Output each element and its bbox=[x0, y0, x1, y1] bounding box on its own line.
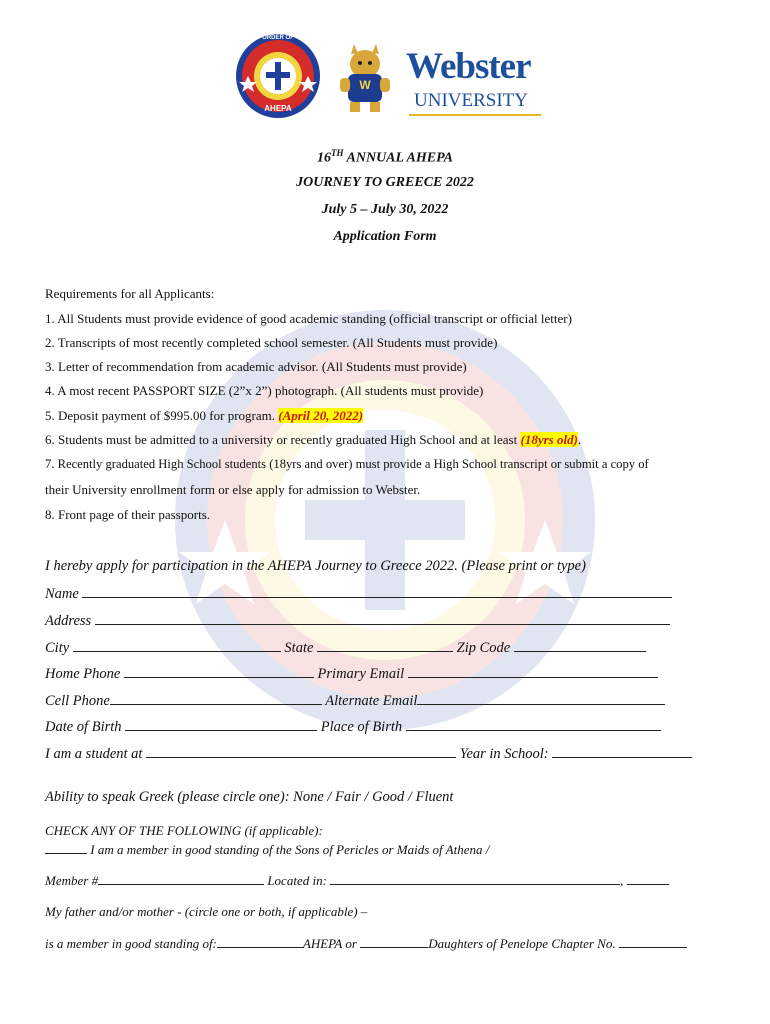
zip-label: Zip Code bbox=[456, 640, 511, 656]
webster-university-text: UNIVERSITY bbox=[414, 90, 528, 111]
chapter-number-field[interactable] bbox=[619, 935, 687, 948]
city-field[interactable] bbox=[73, 639, 281, 652]
requirement-6: 6. Students must be admitted to a university or recently graduated High School and at least (18yrs old). bbox=[45, 432, 582, 447]
name-row bbox=[45, 585, 672, 603]
year-field[interactable] bbox=[552, 745, 692, 758]
ahepa-or-label: AHEPA or bbox=[302, 936, 357, 951]
dob-label: Date of Birth bbox=[45, 719, 122, 735]
requirements-heading: Requirements for all Applicants: bbox=[45, 286, 215, 301]
cell-email-row bbox=[45, 692, 665, 710]
good-standing-row bbox=[45, 935, 687, 952]
requirement-3: 3. Letter of recommendation from academic advisor. (All Students must provide) bbox=[45, 359, 467, 374]
state-field[interactable] bbox=[317, 639, 453, 652]
alternate-email-label: Alternate Email bbox=[325, 693, 418, 709]
parent-line: My father and/or mother - (circle one or both, if applicable) – bbox=[45, 904, 368, 919]
birth-row bbox=[45, 718, 661, 736]
member-label: Member # bbox=[45, 873, 99, 888]
pob-field[interactable] bbox=[406, 718, 661, 731]
deposit-deadline-highlight: (April 20, 2022) bbox=[278, 408, 364, 423]
name-field[interactable] bbox=[82, 585, 672, 598]
name-label: Name bbox=[45, 586, 79, 602]
school-row bbox=[45, 745, 692, 763]
age-highlight: (18yrs old) bbox=[520, 432, 578, 447]
address-label: Address bbox=[45, 613, 92, 629]
cell-phone-field[interactable] bbox=[110, 692, 322, 705]
mascot-letter: W bbox=[359, 78, 371, 92]
title-line-2: JOURNEY TO GREECE 2022 bbox=[296, 175, 474, 190]
alternate-email-field[interactable] bbox=[417, 692, 665, 705]
ahepa-seal-bottom-text: AHEPA bbox=[264, 104, 292, 113]
dob-field[interactable] bbox=[125, 718, 317, 731]
application-intro: I hereby apply for participation in the AHEPA Journey to Greece 2022. (Please print or type) bbox=[45, 558, 586, 574]
requirement-7b: their University enrollment form or else apply for admission to Webster. bbox=[45, 482, 421, 497]
sons-checkbox-line[interactable] bbox=[45, 841, 87, 854]
located-extra-field[interactable] bbox=[627, 872, 669, 885]
home-phone-field[interactable] bbox=[124, 665, 314, 678]
student-at-label: I am a student at bbox=[45, 746, 143, 762]
title-line-4: Application Form bbox=[333, 229, 437, 244]
pob-label: Place of Birth bbox=[320, 719, 403, 735]
good-standing-label: is a member in good standing of: bbox=[45, 936, 217, 951]
city-row bbox=[45, 639, 646, 657]
primary-email-field[interactable] bbox=[408, 665, 658, 678]
year-label: Year in School: bbox=[459, 746, 549, 762]
daughters-field[interactable] bbox=[360, 935, 428, 948]
cell-phone-label: Cell Phone bbox=[45, 693, 110, 709]
phone-email-row bbox=[45, 665, 658, 683]
greek-ability: Ability to speak Greek (please circle one): None / Fair / Good / Fluent bbox=[45, 789, 454, 805]
member-row: Member # Located in: , bbox=[45, 872, 669, 889]
student-at-field[interactable] bbox=[146, 745, 456, 758]
title-line-1: 16TH ANNUAL AHEPA bbox=[317, 148, 453, 166]
ahepa-field[interactable] bbox=[217, 935, 303, 948]
webster-underline bbox=[409, 114, 541, 116]
requirement-2: 2. Transcripts of most recently completed school semester. (All Students must provide) bbox=[45, 335, 498, 350]
zip-field[interactable] bbox=[514, 639, 646, 652]
title-line-3: July 5 – July 30, 2022 bbox=[321, 202, 449, 217]
address-row bbox=[45, 612, 670, 630]
daughters-label: Daughters of Penelope Chapter No. bbox=[428, 936, 616, 951]
requirement-1: 1. All Students must provide evidence of good academic standing (official transcript or official letter) bbox=[45, 311, 572, 326]
ahepa-seal-top-text: ORDER OF bbox=[262, 35, 294, 41]
requirement-8: 8. Front page of their passports. bbox=[45, 507, 211, 522]
requirement-7a: 7. Recently graduated High School students (18yrs and over) must provide a High School transcript or submit a copy of bbox=[45, 457, 649, 471]
located-label: Located in: bbox=[267, 873, 327, 888]
sons-text: I am a member in good standing of the Sons of Pericles or Maids of Athena / bbox=[90, 842, 490, 857]
member-number-field[interactable] bbox=[98, 872, 264, 885]
located-field[interactable] bbox=[330, 872, 620, 885]
state-label: State bbox=[284, 640, 314, 656]
sons-row bbox=[45, 841, 489, 858]
requirement-4: 4. A most recent PASSPORT SIZE (2”x 2”) photograph. (All students must provide) bbox=[45, 383, 484, 398]
home-phone-label: Home Phone bbox=[45, 666, 121, 682]
check-heading: CHECK ANY OF THE FOLLOWING (if applicable): bbox=[45, 823, 323, 838]
primary-email-label: Primary Email bbox=[317, 666, 405, 682]
city-label: City bbox=[45, 640, 70, 656]
webster-wordmark: Webster bbox=[406, 46, 531, 87]
requirement-5: 5. Deposit payment of $995.00 for program. (April 20, 2022) bbox=[45, 408, 364, 423]
address-field[interactable] bbox=[95, 612, 670, 625]
